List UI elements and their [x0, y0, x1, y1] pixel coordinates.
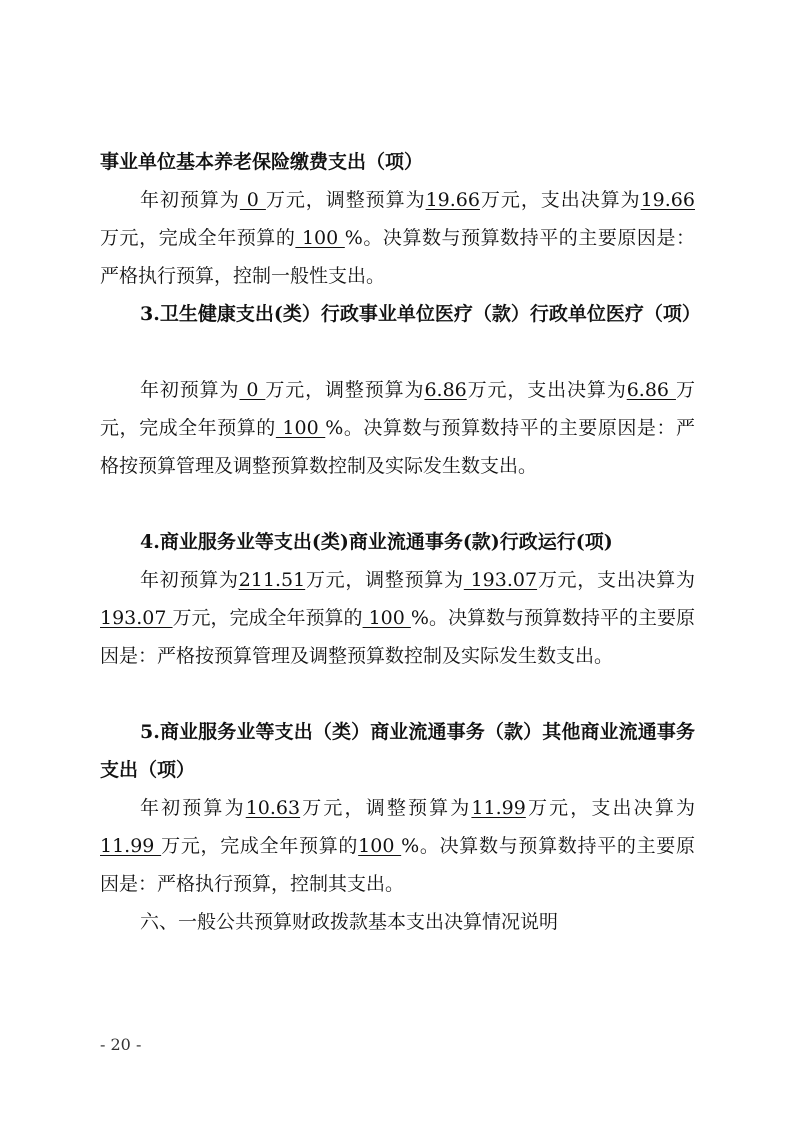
- text-run: %。决算数与预算数持平的主要原因是：严格执行预算，控制其支出。: [100, 835, 695, 895]
- section-title-basic-expenditure: [100, 903, 695, 941]
- underlined-value: 11.99: [471, 797, 526, 819]
- underlined-value: 11.99: [100, 835, 162, 857]
- underlined-value: 193.07: [463, 569, 538, 591]
- text-run: 六、一般公共预算财政拨款基本支出决算情况说明: [140, 911, 559, 933]
- text-run: 万元，完成全年预算的: [100, 379, 695, 439]
- underlined-value: 10.63: [245, 797, 301, 819]
- text-run: 万元，调整预算为: [265, 379, 425, 401]
- heading-health-expenditure: [100, 295, 701, 333]
- underlined-value: 6.86: [626, 379, 676, 401]
- body-commerce-admin: [100, 561, 695, 675]
- heading-commerce-other: [100, 713, 695, 789]
- page-number: - 20 -: [100, 1035, 142, 1054]
- underlined-value: 0: [239, 379, 266, 401]
- underlined-value: 211.51: [238, 569, 306, 591]
- text-run: 万元，支出决算为: [466, 379, 627, 401]
- body-health-expenditure: [100, 371, 695, 485]
- body-pension-insurance: [100, 181, 695, 295]
- text-run: 万元，完成全年预算的: [100, 227, 296, 249]
- text-run: 事业单位基本养老保险缴费支出（项）: [100, 151, 424, 173]
- text-run: %。决算数与预算数持平的主要原因是：严格执行预算，控制一般性支出。: [100, 227, 695, 287]
- text-run: %。决算数与预算数持平的主要原因是：严格按预算管理及调整预算数控制及实际发生数支出。: [100, 417, 695, 477]
- text-run: 4.商业服务业等支出(类)商业流通事务(款)行政运行(项): [140, 531, 613, 553]
- text-run: 万元，完成全年预算的: [161, 835, 359, 857]
- underlined-value: 100: [275, 417, 326, 439]
- text-run: 5.商业服务业等支出（类）商业流通事务（款）其他商业流通事务支出（项）: [100, 721, 695, 781]
- text-run: 万元，调整预算为: [300, 797, 472, 819]
- text-run: 年初预算为: [140, 189, 240, 211]
- text-run: 年初预算为: [140, 797, 246, 819]
- text-run: 万元，调整预算为: [265, 189, 426, 211]
- underlined-value: 19.66: [640, 189, 695, 211]
- text-run: 年初预算为: [140, 379, 240, 401]
- underlined-value: 0: [239, 189, 266, 211]
- text-run: 3.卫生健康支出(类）行政事业单位医疗（款）行政单位医疗（项）: [140, 303, 701, 325]
- text-run: 万元，完成全年预算的: [172, 607, 363, 629]
- underlined-value: 6.86: [424, 379, 467, 401]
- body-commerce-other: [100, 789, 695, 903]
- text-run: 万元，支出决算为: [537, 569, 695, 591]
- text-run: 年初预算为: [140, 569, 239, 591]
- underlined-value: 100: [295, 227, 345, 249]
- underlined-value: 100: [362, 607, 411, 629]
- underlined-value: 193.07: [100, 607, 173, 629]
- heading-commerce-admin: [100, 523, 695, 561]
- underlined-value: 100: [358, 835, 402, 857]
- heading-pension-insurance: [100, 143, 695, 181]
- underlined-value: 19.66: [425, 189, 480, 211]
- text-run: 万元，支出决算为: [479, 189, 641, 211]
- text-run: 万元，支出决算为: [525, 797, 695, 819]
- text-run: %。决算数与预算数持平的主要原因是：严格按预算管理及调整预算数控制及实际发生数支出。: [100, 607, 695, 667]
- text-run: 万元，调整预算为: [305, 569, 464, 591]
